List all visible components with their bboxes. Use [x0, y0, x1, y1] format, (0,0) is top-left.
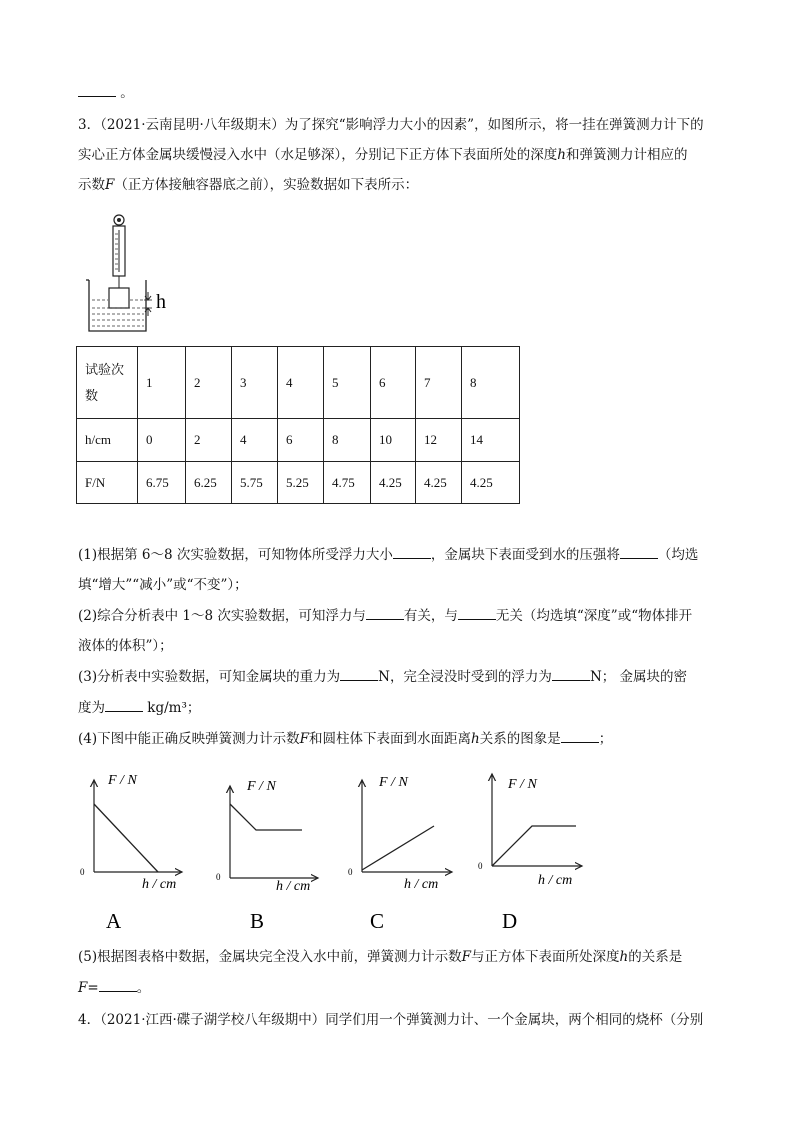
subq3-line1: (3)分析表中实验数据，可知金属块的重力为 N，完全浸没时受到的浮力为 N； 金属块的密: [78, 669, 688, 685]
graph-a-line: [94, 804, 158, 872]
graph-b[interactable]: [216, 779, 318, 933]
graph-a[interactable]: [80, 773, 182, 933]
subq1-line1: (1)根据第 6～8 次实验数据，可知物体所受浮力大小 ，金属块下表面受到水的压强将 （均选: [78, 547, 699, 563]
answer-blank[interactable]: [620, 546, 658, 559]
answer-blank[interactable]: [78, 84, 116, 97]
graph-c-xlabel: h / cm: [404, 877, 439, 892]
subq2-line1: (2)综合分析表中 1～8 次实验数据，可知浮力与 有关，与 无关（均选填“深度”或“物体排开: [78, 608, 693, 624]
graph-b-xlabel: h / cm: [276, 879, 311, 894]
cell: 14: [462, 419, 520, 462]
cell: 8: [462, 347, 520, 419]
graph-c-origin: 0: [348, 867, 353, 877]
answer-blank[interactable]: [393, 546, 431, 559]
cell: 4: [232, 419, 278, 462]
cell: 6: [278, 419, 324, 462]
cell: 5: [324, 347, 371, 419]
graph-d[interactable]: [478, 774, 582, 933]
subq3-line2: 度为 kg/m³；: [78, 700, 201, 716]
period: 。: [120, 85, 134, 101]
graph-c-ylabel: F / N: [379, 775, 408, 790]
figure-h-label: h: [156, 291, 166, 313]
answer-blank[interactable]: [552, 668, 590, 681]
cell: 3: [232, 347, 278, 419]
graph-d-origin: 0: [478, 861, 483, 871]
subq5-line1: (5)根据图表格中数据，金属块完全没入水中前，弹簧测力计示数F与正方体下表面所处深度h的关系是: [78, 949, 683, 965]
cell: 4.25: [371, 462, 416, 504]
experiment-data-table: [76, 346, 520, 504]
row-header: F/N: [77, 462, 138, 504]
answer-blank[interactable]: [458, 607, 496, 620]
cell: 4.25: [416, 462, 462, 504]
graph-b-origin: 0: [216, 872, 221, 882]
answer-blank[interactable]: [366, 607, 404, 620]
cell: 8: [324, 419, 371, 462]
q3-line2: 实心正方体金属块缓慢浸入水中（水足够深），分别记下正方体下表面所处的深度h和弹簧测力计相应的: [78, 147, 688, 163]
graph-b-ylabel: F / N: [247, 779, 276, 794]
graph-b-label: B: [250, 909, 265, 933]
graph-a-origin: 0: [80, 867, 85, 877]
cell: 6.25: [186, 462, 232, 504]
graph-c-label: C: [370, 909, 385, 933]
cell: 6.75: [138, 462, 186, 504]
row-header: 试验次数: [77, 347, 138, 419]
graph-b-line: [230, 804, 302, 830]
answer-blank[interactable]: [340, 668, 378, 681]
graph-d-label: D: [502, 909, 518, 933]
cell: 4: [278, 347, 324, 419]
q3-line3: 示数F（正方体接触容器底之前），实验数据如下表所示：: [78, 177, 419, 193]
table-row-h: [77, 419, 520, 462]
cell: 2: [186, 347, 232, 419]
answer-blank[interactable]: [99, 979, 137, 992]
cell: 7: [416, 347, 462, 419]
previous-answer-blank-line: [78, 84, 718, 102]
answer-blank[interactable]: [105, 699, 143, 712]
cell: 2: [186, 419, 232, 462]
table-row-F: [77, 462, 520, 504]
graph-a-label: A: [106, 909, 122, 933]
spring-scale-beaker-figure: [84, 212, 184, 336]
graph-a-xlabel: h / cm: [142, 877, 177, 892]
cell: 6: [371, 347, 416, 419]
graph-d-line: [492, 826, 576, 866]
cell: 4.25: [462, 462, 520, 504]
graph-a-ylabel: F / N: [108, 773, 137, 788]
graph-c-line: [362, 826, 434, 870]
q3-line1: 3．（2021·云南昆明·八年级期末）为了探究“影响浮力大小的因素”，如图所示，将一挂在弹簧测力计下的: [78, 117, 704, 133]
cell: 0: [138, 419, 186, 462]
cell: 5.25: [278, 462, 324, 504]
graph-d-xlabel: h / cm: [538, 873, 573, 888]
row-header: h/cm: [77, 419, 138, 462]
subq2-line2: 液体的体积”）；: [78, 638, 173, 654]
answer-blank[interactable]: [561, 730, 599, 743]
table-row-trial: [77, 347, 520, 419]
cell: 4.75: [324, 462, 371, 504]
cell: 12: [416, 419, 462, 462]
graph-d-ylabel: F / N: [508, 777, 537, 792]
q4-line1: 4．（2021·江西·碟子湖学校八年级期中）同学们用一个弹簧测力计、一个金属块，两个相同的烧杯（分别: [78, 1012, 704, 1028]
cell: 1: [138, 347, 186, 419]
cell: 5.75: [232, 462, 278, 504]
graph-c[interactable]: [348, 775, 452, 933]
subq5-line2: F= 。: [78, 980, 151, 996]
subq1-line2: 填“增大”“减小”或“不变”）；: [78, 577, 248, 593]
graph-options: [70, 768, 590, 938]
subq4-line: (4)下图中能正确反映弹簧测力计示数F和圆柱体下表面到水面距离h关系的图象是 ；: [78, 731, 613, 747]
cell: 10: [371, 419, 416, 462]
